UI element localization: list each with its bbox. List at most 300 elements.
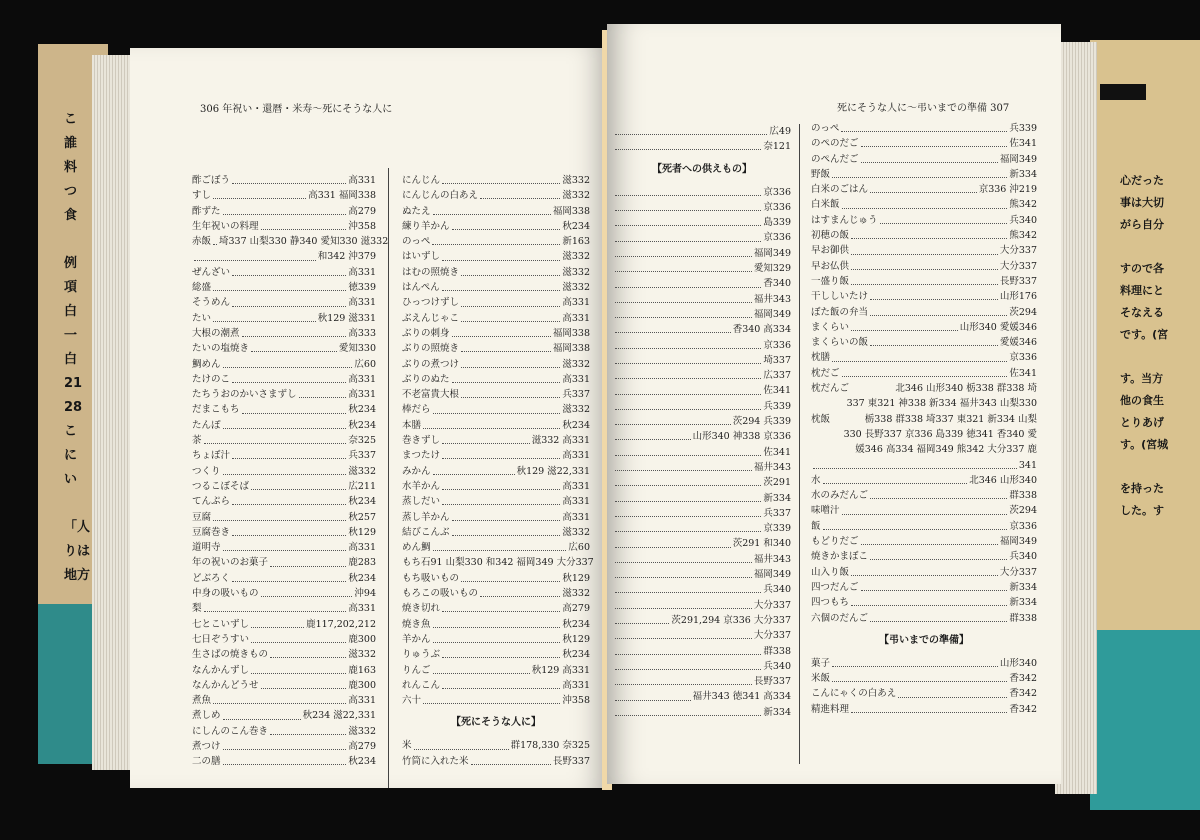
entry-reference: 福岡338: [552, 343, 590, 355]
left-page-column-1: [192, 173, 389, 770]
entry-reference: 高331: [562, 679, 590, 691]
cover-text-line: 料理にと: [1120, 284, 1164, 297]
leader-dots: [433, 636, 561, 643]
entry-term: 水のみだんご: [811, 490, 869, 502]
entry-reference: 330 長野337 京336 島339 徳341 香340 愛: [843, 428, 1037, 440]
index-entry: [192, 693, 376, 708]
index-entry: [613, 230, 791, 245]
entry-term: 四つだんご: [811, 581, 859, 593]
entry-term: 六十: [402, 695, 422, 707]
entry-reference: 新334: [763, 706, 791, 718]
leader-dots: [232, 177, 346, 184]
entry-reference: 京336: [1009, 520, 1037, 532]
right-page-edges: [1055, 42, 1097, 794]
leader-dots: [261, 223, 347, 230]
entry-reference: 滋332: [562, 588, 590, 600]
index-entry: [402, 433, 590, 448]
entry-reference: 秋234: [348, 572, 376, 584]
entry-term: 茶: [192, 435, 202, 447]
index-entry: [613, 659, 791, 674]
leader-dots: [842, 202, 1008, 209]
leader-dots: [615, 204, 761, 211]
left-page-header: 306 年祝い・還暦・米寿～死にそうな人に: [200, 104, 393, 115]
entry-term: 米飯: [811, 673, 831, 685]
index-entry: [613, 644, 791, 659]
leader-dots: [213, 238, 217, 245]
entry-reference: 福岡349: [999, 153, 1037, 165]
entry-reference: 佐341: [1009, 367, 1037, 379]
entry-reference: 福岡349: [999, 536, 1037, 548]
index-entry: [811, 243, 1037, 258]
right-page-column-2: [811, 121, 1037, 717]
entry-reference: 滋332: [562, 282, 590, 294]
index-entry: [192, 433, 376, 448]
index-entry: [192, 188, 376, 203]
leader-dots: [615, 449, 761, 456]
leader-dots: [433, 208, 551, 215]
index-entry: [613, 414, 791, 429]
entry-reference: 滋332: [562, 526, 590, 538]
cover-text-line: です。(宮: [1120, 328, 1169, 341]
leader-dots: [442, 437, 530, 444]
entry-term: たちうおのかいさまずし: [192, 389, 297, 401]
entry-reference: 京339: [763, 523, 791, 535]
cover-text-line: すので各: [1120, 262, 1164, 275]
index-entry: [811, 458, 1037, 473]
entry-reference: 茨291,294 京336 大分337: [671, 614, 791, 626]
index-entry: [402, 693, 590, 708]
entry-reference: 滋332: [348, 649, 376, 661]
entry-reference: 群338: [1009, 612, 1037, 624]
leader-dots: [870, 615, 1007, 622]
entry-term: 蒸しだい: [402, 496, 441, 508]
entry-term: 干ししいたけ: [811, 291, 869, 303]
index-entry: [192, 601, 376, 616]
entry-reference: 滋332: [348, 465, 376, 477]
entry-term: 赤飯: [192, 236, 212, 248]
entry-reference: 香342: [1009, 673, 1037, 685]
leader-dots: [615, 250, 752, 257]
entry-reference: 京336: [763, 201, 791, 213]
index-entry: [811, 136, 1037, 151]
entry-reference: 新334: [1009, 168, 1037, 180]
leader-dots: [232, 529, 346, 536]
index-entry: [402, 525, 590, 540]
leader-dots: [615, 265, 752, 272]
index-entry: [613, 124, 791, 139]
entry-term: 梨: [192, 603, 202, 615]
leader-dots: [232, 376, 346, 383]
entry-term: 豆腐: [192, 511, 212, 523]
entry-term: にんじん: [402, 175, 441, 186]
index-entry: [811, 534, 1037, 549]
entry-reference: 滋332: [562, 175, 590, 186]
index-entry: [402, 571, 590, 586]
leader-dots: [223, 758, 347, 765]
index-entry: [613, 200, 791, 215]
leader-dots: [251, 636, 346, 643]
leader-dots: [480, 590, 560, 597]
leader-dots: [442, 284, 561, 291]
leader-dots: [442, 605, 560, 612]
index-entry: [613, 139, 791, 154]
entry-reference: 茨294 兵339: [732, 416, 791, 428]
leader-dots: [832, 675, 1007, 682]
entry-term: 生さばの焼きもの: [192, 649, 269, 661]
index-entry: [811, 320, 1037, 335]
index-entry: [811, 335, 1037, 350]
index-entry: [402, 173, 590, 188]
index-entry: [402, 219, 590, 234]
cover-text-line: [1120, 456, 1168, 478]
entry-term: 大根の潮煮: [192, 327, 240, 339]
entry-term: 鯛めん: [192, 358, 221, 370]
entry-reference: 福岡349: [753, 569, 791, 581]
entry-term: はんぺん: [402, 282, 440, 294]
index-entry: [402, 418, 590, 433]
entry-term: 米: [402, 740, 412, 752]
entry-reference: 香342: [1009, 703, 1037, 715]
entry-term: 水: [811, 474, 821, 486]
entry-reference: 北346 山形340: [969, 474, 1037, 486]
index-entry: [613, 276, 791, 291]
entry-reference: 高331: [348, 542, 376, 554]
entry-reference: 群178,330 奈325: [510, 740, 590, 752]
entry-reference: 高331: [348, 266, 376, 278]
entry-reference: 高331: [348, 175, 376, 186]
leader-dots: [851, 263, 998, 270]
index-entry: [811, 366, 1037, 381]
index-entry: [402, 617, 590, 632]
entry-reference: 兵340: [763, 660, 791, 672]
entry-reference: 山形176: [999, 291, 1037, 303]
entry-reference: 鹿300: [348, 679, 376, 691]
entry-term: 蒸し羊かん: [402, 511, 450, 523]
leader-dots: [615, 632, 752, 639]
cover-text-line: を持った: [1120, 482, 1164, 495]
leader-dots: [433, 468, 515, 475]
leader-dots: [615, 433, 691, 440]
leader-dots: [842, 508, 1008, 515]
left-cover-text: [64, 108, 90, 588]
entry-reference: 兵340: [1009, 551, 1037, 563]
leader-dots: [261, 590, 353, 597]
leader-dots: [615, 357, 761, 364]
cover-text-line: とりあげ: [1120, 416, 1164, 429]
cover-text-line: 料: [64, 160, 78, 175]
cover-text-line: す。当方: [1120, 372, 1164, 385]
entry-reference: 秋129 滋331: [317, 312, 376, 324]
leader-dots: [442, 498, 560, 505]
index-entry: [402, 295, 590, 310]
entry-term: 不老富貴大根: [402, 389, 460, 401]
entry-reference: 高331: [348, 373, 376, 385]
index-entry: [811, 549, 1037, 564]
entry-term: のぺんだご: [811, 153, 859, 165]
leader-dots: [442, 483, 560, 490]
entry-reference: 秋234: [562, 649, 590, 661]
leader-dots: [615, 617, 669, 624]
leader-dots: [223, 468, 347, 475]
entry-reference: 秋129 高331: [531, 664, 590, 676]
entry-reference: 広60: [568, 542, 590, 554]
index-entry: [613, 185, 791, 200]
index-entry: [402, 754, 590, 769]
entry-reference: 島339: [763, 217, 791, 229]
entry-reference: 広49: [769, 126, 791, 137]
entry-term: 練り羊かん: [402, 220, 450, 232]
index-entry: [613, 399, 791, 414]
right-page-column-1: [613, 124, 791, 720]
cover-text-line: 誰: [64, 136, 78, 151]
leader-dots: [461, 391, 560, 398]
entry-term: 羊かん: [402, 633, 431, 645]
cover-text-line: そなえる: [1120, 306, 1164, 319]
entry-reference: 秋129 滋22,331: [516, 465, 590, 477]
index-entry: [402, 586, 590, 601]
cover-text-line: 例: [64, 256, 78, 271]
entry-reference: 秋234: [348, 496, 376, 508]
entry-term: 棒だら: [402, 404, 431, 416]
index-entry: [811, 442, 1037, 457]
leader-dots: [851, 232, 1007, 239]
index-entry: [192, 647, 376, 662]
leader-dots: [299, 391, 347, 398]
entry-reference: 秋129: [562, 633, 590, 645]
entry-term: もろこの吸いもの: [402, 588, 479, 600]
entry-term: そうめん: [192, 297, 231, 309]
index-entry: [811, 412, 1037, 427]
leader-dots: [861, 584, 1008, 591]
entry-term: 早お仏供: [811, 260, 850, 272]
entry-reference: 茨291 和340: [732, 538, 791, 550]
leader-dots: [432, 238, 560, 245]
entry-term: だまこもち: [192, 404, 240, 416]
entry-reference: 愛知329: [753, 263, 791, 275]
entry-term: たけのこ: [192, 373, 231, 385]
leader-dots: [615, 464, 752, 471]
index-entry: [402, 510, 590, 525]
leader-dots: [242, 407, 347, 414]
entry-reference: 秋234: [562, 419, 590, 431]
index-entry: [192, 280, 376, 295]
entry-term: れんこん: [402, 679, 441, 691]
entry-reference: 京336: [763, 339, 791, 351]
leader-dots: [615, 296, 752, 303]
entry-term: にんじんの白あえ: [402, 190, 479, 202]
leader-dots: [452, 514, 561, 521]
entry-reference: 福岡349: [753, 247, 791, 259]
entry-reference: 群338: [763, 645, 791, 657]
leader-dots: [615, 479, 761, 486]
entry-reference: 広211: [348, 480, 376, 492]
leader-dots: [461, 269, 560, 276]
index-entry: [192, 586, 376, 601]
right-page-header: 死にそうな人に～弔いまでの準備 307: [837, 103, 1010, 114]
entry-reference: 高331: [348, 695, 376, 707]
index-entry: [192, 663, 376, 678]
entry-term: 飯: [811, 520, 821, 532]
index-entry: [192, 387, 376, 402]
entry-term: 煮つけ: [192, 740, 221, 752]
entry-reference: 滋332: [562, 358, 590, 370]
index-entry: [811, 702, 1037, 717]
index-entry: [613, 353, 791, 368]
leader-dots: [615, 219, 761, 226]
entry-reference: 石91 山梨330 和342 福岡349 大分337: [421, 557, 594, 569]
index-entry: [402, 647, 590, 662]
index-entry: [811, 473, 1037, 488]
index-entry: [613, 460, 791, 475]
entry-reference: 山形340 愛媛346: [959, 321, 1037, 333]
entry-reference: 滋332: [348, 725, 376, 737]
entry-term: はいずし: [402, 251, 441, 263]
entry-reference: 熊342: [1009, 230, 1037, 242]
entry-reference: 秋129: [348, 526, 376, 538]
index-entry: [192, 357, 376, 372]
entry-term: まくらい: [811, 321, 850, 333]
index-entry: [192, 494, 376, 509]
index-entry: [613, 292, 791, 307]
index-entry: [402, 632, 590, 647]
leader-dots: [851, 599, 1007, 606]
leader-dots: [223, 713, 301, 720]
leader-dots: [251, 621, 304, 628]
section-heading: 【死者への供えもの】: [652, 163, 752, 175]
index-entry: [402, 204, 590, 219]
cover-text-line: に: [64, 448, 78, 463]
index-entry: [811, 350, 1037, 365]
entry-reference: 福岡338: [552, 327, 590, 339]
index-entry: [811, 671, 1037, 686]
leader-dots: [615, 372, 761, 379]
index-entry: [811, 686, 1037, 701]
leader-dots: [461, 361, 560, 368]
entry-term: 道明寺: [192, 542, 221, 554]
entry-term: 中身の吸いもの: [192, 588, 259, 600]
leader-dots: [615, 311, 752, 318]
entry-reference: 高333: [348, 327, 376, 339]
entry-term: 総盛: [192, 282, 212, 294]
index-entry: [402, 464, 590, 479]
leader-dots: [232, 575, 346, 582]
leader-dots: [615, 694, 691, 701]
cover-text-line: りは: [64, 544, 91, 559]
leader-dots: [414, 743, 509, 750]
leader-dots: [213, 315, 316, 322]
entry-term: 枕だんご: [811, 383, 850, 395]
index-entry: [402, 372, 590, 387]
entry-term: はすまんじゅう: [811, 214, 878, 226]
entry-term: 七とこいずし: [192, 618, 250, 630]
entry-term: どぶろく: [192, 572, 231, 584]
cover-text-line: した。す: [1120, 504, 1164, 517]
entry-term: 水羊かん: [402, 480, 441, 492]
leader-dots: [423, 422, 560, 429]
leader-dots: [615, 586, 761, 593]
entry-term: 竹筒に入れた米: [402, 755, 469, 767]
entry-term: たいの塩焼き: [192, 343, 250, 355]
entry-reference: 兵340: [1009, 214, 1037, 226]
cover-text-line: つ: [64, 184, 78, 199]
entry-reference: 秋234 滋22,331: [302, 710, 376, 722]
entry-term: てんぷら: [192, 496, 231, 508]
entry-reference: 高331: [562, 450, 590, 462]
entry-reference: 大分337: [999, 566, 1037, 578]
leader-dots: [851, 706, 1007, 713]
index-entry: [402, 601, 590, 616]
leader-dots: [461, 575, 560, 582]
leader-dots: [270, 560, 346, 567]
cover-text-line: [1120, 236, 1168, 258]
entry-reference: 沖358: [348, 220, 376, 232]
leader-dots: [880, 217, 1008, 224]
entry-term: 結びこんぶ: [402, 526, 450, 538]
entry-reference: 滋332: [562, 404, 590, 416]
leader-dots: [213, 697, 346, 704]
entry-reference: 埼337 山梨330 静340 愛知330 滋332: [219, 236, 389, 248]
entry-reference: 福井343 徳341 高334: [692, 691, 791, 703]
entry-term: のっぺ: [811, 123, 840, 134]
leader-dots: [870, 293, 998, 300]
entry-term: まつたけ: [402, 450, 441, 462]
entry-reference: 新334: [1009, 581, 1037, 593]
index-entry: [192, 265, 376, 280]
index-entry: [402, 188, 590, 203]
leader-dots: [841, 125, 1007, 132]
index-entry: [811, 656, 1037, 671]
entry-reference: 福井343: [753, 293, 791, 305]
leader-dots: [870, 339, 998, 346]
entry-reference: 高331: [562, 373, 590, 385]
entry-reference: 埼337: [763, 354, 791, 366]
leader-dots: [861, 140, 1008, 147]
entry-reference: 鹿300: [348, 633, 376, 645]
cover-text-line: 「人: [64, 520, 91, 535]
index-entry: [402, 326, 590, 341]
entry-term: すし: [192, 190, 212, 202]
index-entry: [402, 663, 590, 678]
index-entry: [613, 307, 791, 322]
entry-reference: 鹿117,202,212: [306, 618, 376, 630]
index-entry: [613, 506, 791, 521]
entry-reference: 沖94: [354, 588, 376, 600]
entry-reference: 大分337: [999, 260, 1037, 272]
entry-term: 一盛り飯: [811, 275, 850, 287]
entry-reference: 福井343: [753, 553, 791, 565]
index-entry: [192, 540, 376, 555]
index-entry: [613, 445, 791, 460]
entry-term: 焼き切れ: [402, 603, 441, 615]
entry-term: のぺのだご: [811, 138, 859, 150]
index-entry: [811, 580, 1037, 595]
entry-term: 味噌汁: [811, 505, 840, 517]
leader-dots: [832, 171, 1007, 178]
entry-term: 煮魚: [192, 695, 212, 707]
index-entry: [192, 295, 376, 310]
index-entry: [811, 488, 1037, 503]
entry-term: 生年祝いの料理: [192, 220, 259, 232]
entry-reference: 高331: [348, 297, 376, 309]
entry-reference: 媛346 高334 福岡349 熊342 大分337 鹿: [855, 444, 1037, 456]
entry-term: ぬたえ: [402, 205, 431, 217]
leader-dots: [452, 330, 551, 337]
leader-dots: [615, 403, 761, 410]
entry-reference: 長野337: [753, 676, 791, 688]
leader-dots: [461, 315, 560, 322]
entry-term: 枕だご: [811, 367, 840, 379]
entry-term: 早お御供: [811, 245, 850, 257]
